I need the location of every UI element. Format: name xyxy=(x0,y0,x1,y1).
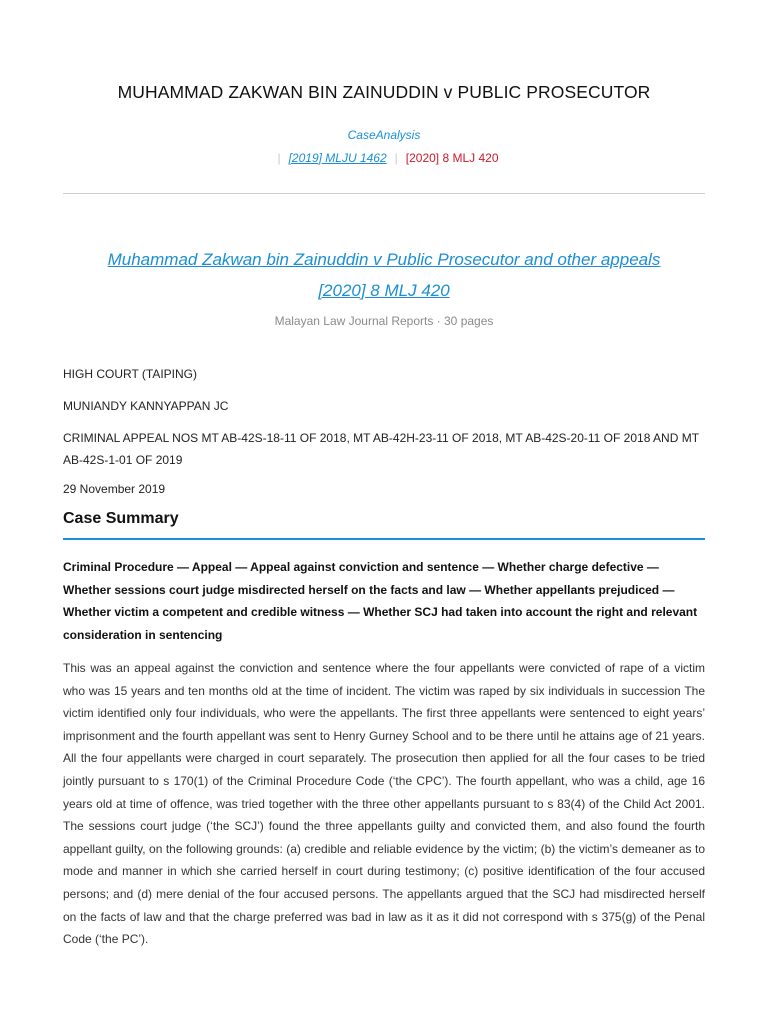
section-heading-case-summary: Case Summary xyxy=(63,510,179,527)
judge-name: MUNIANDY KANNYAPPAN JC xyxy=(63,399,229,413)
decision-date: 29 November 2019 xyxy=(63,482,166,496)
citation-separator: | xyxy=(277,151,281,165)
header-divider xyxy=(63,193,705,194)
citation-bar xyxy=(0,151,768,165)
case-title-link[interactable] xyxy=(0,244,768,306)
section-rule xyxy=(63,538,705,540)
appeal-numbers: CRIMINAL APPEAL NOS MT AB-42S-18-11 OF 2018, MT AB-42H-23-11 OF 2018, MT AB-42S-20-11 OF 2018 AND MT AB-42S-1-01 OF 2019 xyxy=(63,431,699,467)
case-analysis-label: CaseAnalysis xyxy=(347,128,421,142)
document-title: MUHAMMAD ZAKWAN BIN ZAINUDDIN v PUBLIC PROSECUTOR xyxy=(117,82,651,102)
citation-separator: | xyxy=(394,151,398,165)
case-title-line[interactable]: Muhammad Zakwan bin Zainuddin v Public Prosecutor and other appeals xyxy=(107,250,661,269)
citation-link-mlju[interactable]: [2019] MLJU 1462 xyxy=(288,151,387,165)
case-citation-line[interactable]: [2020] 8 MLJ 420 xyxy=(318,281,450,300)
court-name: HIGH COURT (TAIPING) xyxy=(63,367,198,381)
catchwords: Criminal Procedure — Appeal — Appeal against conviction and sentence — Whether charge defective — Whether sessions court judge misdirected herself on the facts and law — Whether appellants prejudiced — Whether victim a competent and credible witness — Whether SCJ had taken into account the right and relevant consideration in sentencing xyxy=(63,560,698,642)
report-meta: Malayan Law Journal Reports · 30 pages xyxy=(274,314,494,328)
summary-paragraph: This was an appeal against the conviction and sentence where the four appellants were convicted of rape of a victim who was 15 years and ten months old at the time of incident. The victim was raped by six individuals in succession The victim identified only four individuals, who were the appellants. The first three appellants were sentenced to eight years’ imprisonment and the fourth appellant was sent to Henry Gurney School and to be there until he attains age of 21 years. All the four appellants were charged in court separately. The prosecution then applied for all the four cases to be tried jointly pursuant to s 170(1) of the Criminal Procedure Code (‘the CPC’). The fourth appellant, who was a child, age 16 years old at time of offence, was tried together with the three other appellants pursuant to s 83(4) of the Child Act 2001. The sessions court judge (‘the SCJ’) found the three appellants guilty and convicted them, and also found the fourth appellant guilty, on the following grounds: (a) credible and reliable evidence by the victim; (b) the victim’s demeaner as to mode and manner in which she carried herself in court during testimony; (c) positive identification of the four accused persons; and (d) mere denial of the four accused persons. The appellants argued that the SCJ had misdirected herself on the facts of law and that the charge preferred was bad in law as it as it did not correspond with s 375(g) of the Penal Code (‘the PC’). xyxy=(63,661,705,947)
citation-current-mlj: [2020] 8 MLJ 420 xyxy=(405,151,499,165)
